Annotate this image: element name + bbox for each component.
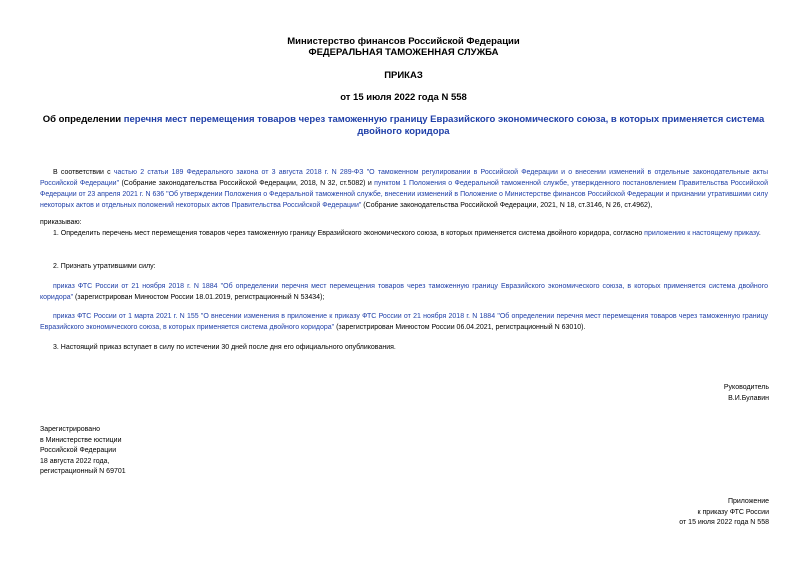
repeal-1-text: (зарегистрирован Минюстом России 18.01.2019, регистрационный N 53434); — [73, 294, 325, 301]
title-link[interactable]: перечня мест перемещения товаров через таможенную границу Евразийского экономического союза, в которых применяется система двойного коридора — [123, 114, 765, 137]
preamble-text-3: (Собрание законодательства Российской Федерации, 2021, N 18, ст.3146, N 26, ст.4962), — [361, 202, 653, 209]
registration-line: Российской Федерации — [40, 447, 117, 454]
preamble-paragraph — [40, 167, 768, 211]
registration-line: Зарегистрировано — [40, 426, 100, 433]
item-2: 2. Признать утратившими силу: — [53, 263, 156, 270]
registration-line: регистрационный N 69701 — [40, 468, 126, 475]
item-1-text: 1. Определить перечень мест перемещения товаров через таможенную границу Евразийского экономического союза, в которых применяется система двойного коридора, согласно — [53, 230, 645, 237]
preamble-link-law[interactable]: частью 2 статьи 189 Федерального закона от 3 августа 2018 г. N 289-ФЗ "О таможенном регулировании в Российской Федерации и о внесении изменений в отдельные законодательные акты Российской Федерации" — [40, 169, 769, 187]
registration-line: 18 августа 2022 года, — [40, 457, 110, 465]
signature-name: В.И.Булавин — [728, 394, 769, 402]
repeal-1-link[interactable]: приказ ФТС России от 21 ноября 2018 г. N 1884 "Об определении перечня мест перемещения товаров через таможенную границу Евразийского экономического союза, в которых применяется система двойного коридора" — [40, 283, 768, 301]
repeal-2-link[interactable]: приказ ФТС России от 1 марта 2021 г. N 155 "О внесении изменения в приложение к приказу ФТС России от 21 ноября 2018 г. N 1884 "Об определении перечня мест перемещения товаров через таможенную границу Евразийского экономического союза, в которых применяется система двойного коридора" — [40, 313, 768, 331]
appendix-line: от 15 июля 2022 года N 558 — [679, 519, 769, 526]
document-title — [40, 114, 767, 138]
repeal-item-2 — [40, 311, 768, 333]
order-word: приказываю: — [40, 219, 82, 226]
item-1-end: . — [758, 230, 761, 237]
preamble-link-regulation[interactable]: пунктом 1 Положения о Федеральной таможенной службе, утвержденного постановлением Правительства Российской Федерации от 23 апреля 2021 г. N 636 "Об утверждении Положения о Федеральной таможенной службе, внесении изменений в Положение о Министерстве финансов Российской Федерации и признании утратившими силу некоторых актов и отдельных положений некоторых актов Правительства Российской Федерации" — [40, 180, 768, 209]
appendix-link[interactable]: приложению к настоящему приказу — [644, 230, 759, 237]
service-name: ФЕДЕРАЛЬНАЯ ТАМОЖЕННАЯ СЛУЖБА — [308, 47, 499, 58]
title-prefix: Об определении — [42, 114, 124, 125]
ministry-name: Министерство финансов Российской Федерации — [287, 36, 520, 47]
item-1 — [40, 228, 768, 239]
document-type: ПРИКАЗ — [384, 70, 423, 81]
preamble-text-2: (Собрание законодательства Российской Федерации, 2018, N 32, ст.5082) и — [119, 180, 375, 187]
repeal-2-text: (зарегистрирован Минюстом России 06.04.2021, регистрационный N 63010). — [334, 324, 586, 331]
repeal-item-1 — [40, 281, 768, 303]
appendix-line: Приложение — [727, 498, 769, 505]
registration-block — [40, 425, 126, 478]
preamble-text-1: В соответствии с — [53, 169, 114, 176]
appendix-block — [679, 497, 769, 529]
signature-block — [724, 383, 769, 404]
item-3: 3. Настоящий приказ вступает в силу по истечении 30 дней после дня его официального опубликования. — [53, 344, 396, 351]
appendix-line: к приказу ФТС России — [697, 508, 769, 516]
registration-line: в Министерстве юстиции — [40, 436, 122, 444]
signature-role: Руководитель — [723, 384, 769, 391]
document-date-number: от 15 июля 2022 года N 558 — [340, 92, 467, 103]
